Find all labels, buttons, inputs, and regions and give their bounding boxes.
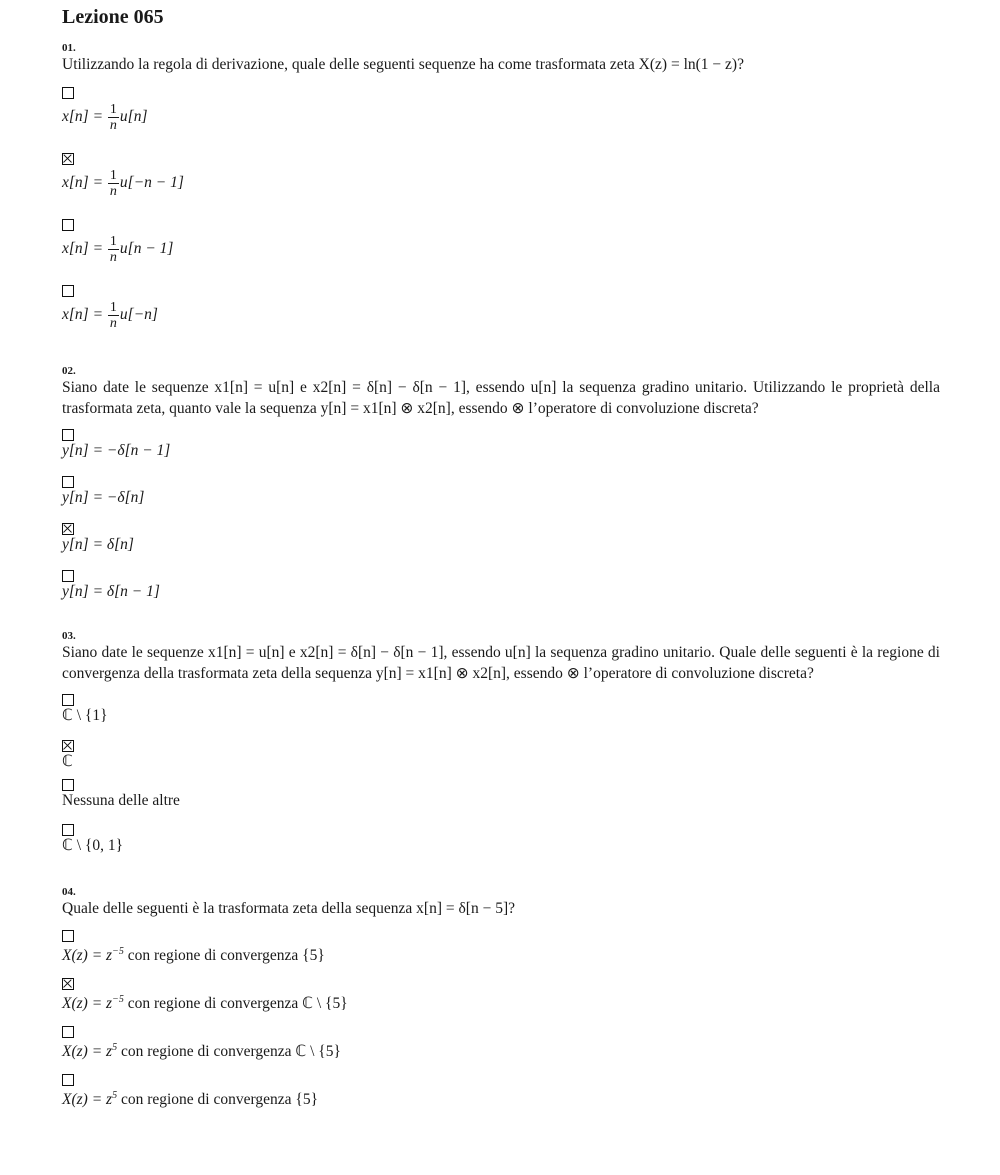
question-number: 03. xyxy=(62,630,76,642)
option-text: ℂ \ {0, 1} xyxy=(62,837,124,854)
option-text: y[n] = −δ[n] xyxy=(62,489,145,506)
answer-option xyxy=(62,285,940,365)
checkbox[interactable] xyxy=(62,694,74,706)
question-03 xyxy=(62,630,940,886)
option-lhs: x[n] = xyxy=(62,240,104,258)
answer-option xyxy=(62,1074,940,1114)
checkbox[interactable] xyxy=(62,87,74,99)
option-exponent: 5 xyxy=(112,1090,118,1101)
option-text: y[n] = δ[n − 1] xyxy=(62,583,160,600)
option-expr: X(z) = z xyxy=(62,1043,113,1061)
fraction: $\frac{1}{n}$ xyxy=(109,300,117,331)
checkbox[interactable] xyxy=(62,824,74,836)
option-expr: X(z) = z xyxy=(62,995,113,1013)
option-lhs: x[n] = xyxy=(62,306,104,324)
question-text: Quale delle seguenti è la trasformata zeta della sequenza x[n] = δ[n − 5]? xyxy=(62,900,515,917)
checkbox[interactable] xyxy=(62,570,74,582)
option-rest: con regione di convergenza ℂ \ {5} xyxy=(123,995,348,1013)
answer-option xyxy=(62,779,940,824)
answer-option xyxy=(62,824,940,886)
checkbox[interactable] xyxy=(62,978,74,990)
option-exponent: 5 xyxy=(112,1042,118,1053)
fraction: $\frac{1}{n}$ xyxy=(109,102,117,133)
answer-option xyxy=(62,87,940,153)
option-exponent: −5 xyxy=(112,946,124,957)
option-rest: con regione di convergenza ℂ \ {5} xyxy=(117,1043,341,1061)
checkbox[interactable] xyxy=(62,930,74,942)
option-rhs: u[n − 1] xyxy=(119,240,174,258)
checkbox[interactable] xyxy=(62,153,74,165)
answer-option xyxy=(62,570,940,630)
document-page xyxy=(62,4,940,1114)
answer-option xyxy=(62,1026,940,1074)
answer-option xyxy=(62,978,940,1026)
option-expr: X(z) = z xyxy=(62,947,113,965)
option-rest: con regione di convergenza {5} xyxy=(123,947,325,965)
checkbox[interactable] xyxy=(62,523,74,535)
answer-option xyxy=(62,930,940,978)
checkbox[interactable] xyxy=(62,219,74,231)
option-rest: con regione di convergenza {5} xyxy=(117,1091,319,1109)
fraction: $\frac{1}{n}$ xyxy=(109,168,117,199)
option-rhs: u[n] xyxy=(119,108,148,126)
page-title: Lezione 065 xyxy=(62,6,164,28)
option-text: y[n] = −δ[n − 1] xyxy=(62,442,171,459)
answer-option xyxy=(62,153,940,219)
option-text: ℂ \ {1} xyxy=(62,707,108,724)
option-exponent: −5 xyxy=(112,994,124,1005)
question-01 xyxy=(62,42,940,365)
option-text: ℂ xyxy=(62,753,73,770)
checkbox[interactable] xyxy=(62,1074,74,1086)
question-number: 02. xyxy=(62,365,76,377)
answer-option xyxy=(62,740,940,779)
answer-option xyxy=(62,219,940,285)
checkbox[interactable] xyxy=(62,429,74,441)
question-number: 01. xyxy=(62,42,76,54)
option-expr: X(z) = z xyxy=(62,1091,113,1109)
question-02 xyxy=(62,365,940,630)
question-number: 04. xyxy=(62,886,76,898)
answer-option xyxy=(62,694,940,740)
question-04 xyxy=(62,886,940,1114)
option-rhs: u[−n − 1] xyxy=(119,174,184,192)
option-text: y[n] = δ[n] xyxy=(62,536,134,553)
question-text: Utilizzando la regola di derivazione, quale delle seguenti sequenze ha come trasformata zeta X(z) = ln(1 − z)? xyxy=(62,56,744,73)
answer-option xyxy=(62,476,940,523)
answer-option xyxy=(62,429,940,476)
fraction: $\frac{1}{n}$ xyxy=(109,234,117,265)
checkbox[interactable] xyxy=(62,1026,74,1038)
checkbox[interactable] xyxy=(62,476,74,488)
checkbox[interactable] xyxy=(62,740,74,752)
checkbox[interactable] xyxy=(62,285,74,297)
question-text: Siano date le sequenze x1[n] = u[n] e x2[n] = δ[n] − δ[n − 1], essendo u[n] la sequenza gradino unitario. Utilizzando le proprietà della trasformata zeta, quanto vale la sequenza y[n] = x1[n] ⊗ x2[n], essendo ⊗ l’operatore di convoluzione discreta? xyxy=(62,379,940,417)
question-text: Siano date le sequenze x1[n] = u[n] e x2[n] = δ[n] − δ[n − 1], essendo u[n] la sequenza gradino unitario. Quale delle seguenti è la regione di convergenza della trasformata zeta della sequenza y[n] = x1[n] ⊗ x2[n], essendo ⊗ l’operatore di convoluzione discreta? xyxy=(62,644,940,682)
option-lhs: x[n] = xyxy=(62,108,104,126)
checkbox[interactable] xyxy=(62,779,74,791)
answer-option xyxy=(62,523,940,570)
option-rhs: u[−n] xyxy=(119,306,158,324)
option-text: Nessuna delle altre xyxy=(62,792,180,809)
option-lhs: x[n] = xyxy=(62,174,104,192)
